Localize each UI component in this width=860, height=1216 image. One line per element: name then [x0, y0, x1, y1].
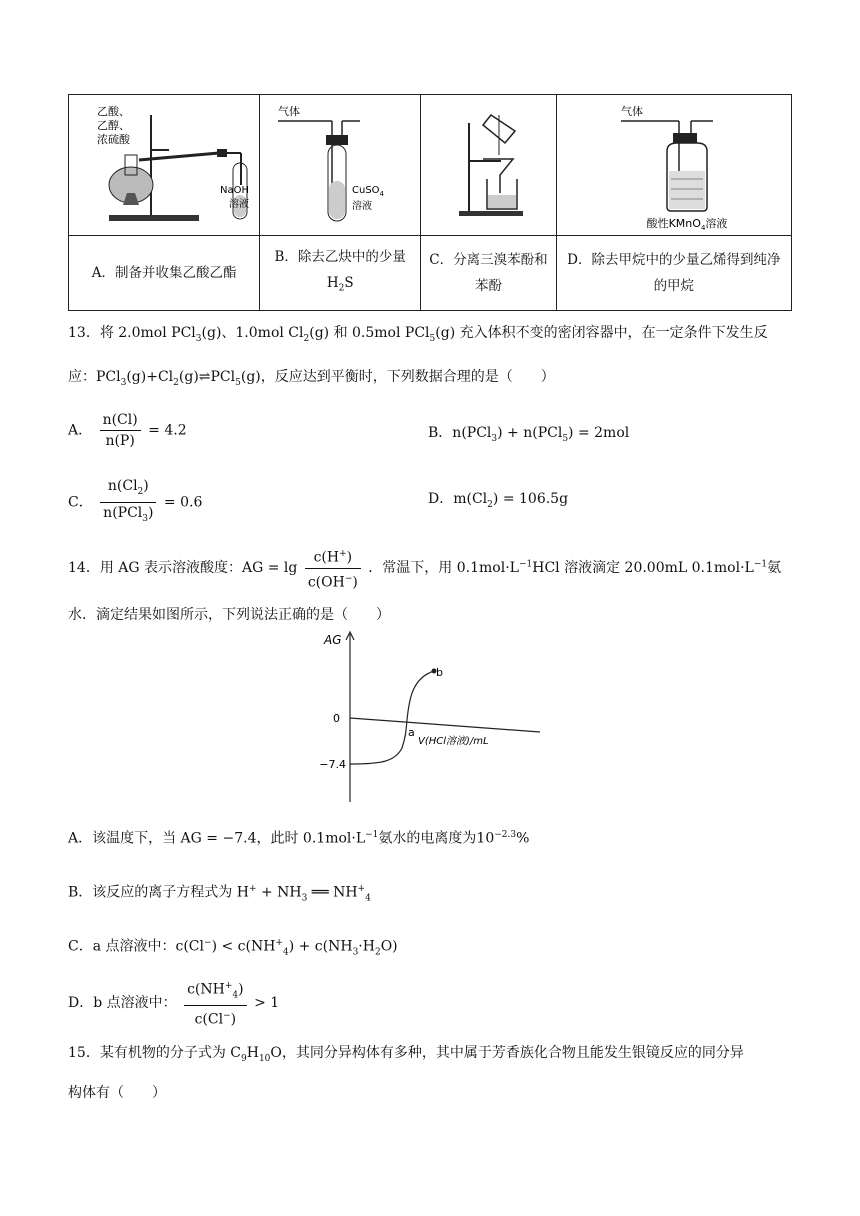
experiment-table — [68, 94, 792, 311]
q13-option-b: B．n(PCl$_3$) + n(PCl$_5$) = 2mol — [428, 425, 630, 444]
apparatus-d-cell — [556, 95, 791, 236]
q14-line1: 14．用 AG 表示溶液酸度：AG = lg $\frac{c(H^+)}{c(OH^-)}$ ．常温下，用 $0.1mol\cdot L^{-1}HCl$ 溶液滴定 20.00mL $0.1mol\cdot L^{-1}$氨 — [68, 544, 792, 592]
apparatus-b-cell — [260, 95, 421, 236]
label-gas-d: 气体 — [620, 105, 643, 118]
q14-option-b: B．该反应的离子方程式为 $H^+ + NH_3$ ══ $NH^+_4$ — [68, 884, 371, 904]
apparatus-c-diagram — [421, 95, 555, 231]
apparatus-c-cell — [421, 95, 556, 236]
q14-line2: 水．滴定结果如图所示，下列说法正确的是（ ） — [68, 607, 390, 623]
titration-curve — [350, 671, 434, 764]
label-cuso4: CuSO$_4$ — [352, 185, 385, 198]
q13-line1: 13．将 2.0mol PCl$_3$(g)、1.0mol $Cl_2(g)$ 和 0.5mol PCl$_5$(g) 充入体积不变的密闭容器中，在一定条件下发生反 — [68, 325, 768, 344]
titration-chart — [300, 628, 560, 808]
x-axis-label: V(HCl溶液)/mL — [418, 736, 489, 747]
y-axis-label: AG — [324, 633, 342, 647]
q13-option-a: A． $\frac{n(Cl)}{n(P)}$ = 4.2 — [68, 412, 187, 449]
q14-option-d: D．b 点溶液中： $\frac{c(NH^+_4)}{c(Cl^-)}$ > 1 — [68, 976, 792, 1030]
label-naoh1: NaOH — [220, 185, 250, 196]
q15-line2: 构体有（ ） — [68, 1085, 166, 1101]
apparatus-a-diagram — [69, 95, 259, 231]
point-b-label: b — [436, 666, 443, 679]
apparatus-b-diagram — [260, 95, 420, 231]
q14-option-a: A．该温度下，当 AG = −7.4，此时 $0.1mol\cdot L^{-1}$氨水的电离度为$10^{-2.3}\%$ — [68, 830, 530, 847]
label-a2: 乙醇、 — [97, 119, 131, 132]
caption-b: B．除去乙炔中的少量 $H_2S$ — [260, 236, 421, 311]
caption-c: C．分离三溴苯酚和 苯酚 — [421, 236, 556, 311]
caption-d: D．除去甲烷中的少量乙烯得到纯净 的甲烷 — [556, 236, 791, 311]
apparatus-d-diagram — [557, 95, 791, 231]
q13-option-d: D．$m(Cl_2) = 106.5g$ — [428, 491, 569, 510]
y-tick-0: 0 — [333, 712, 340, 725]
caption-b-formula: $H_2S$ — [326, 275, 354, 294]
point-a-label: a — [408, 726, 415, 739]
caption-a: A．制备并收集乙酸乙酯 — [69, 236, 260, 311]
q14-option-c: C．a 点溶液中：$c(Cl^-) < c(NH^+_4) + c(NH_3\cdot H_2O)$ — [68, 938, 398, 958]
x-axis — [350, 718, 540, 732]
q13-option-c: C． $\frac{n(Cl_2)}{n(PCl_3)}$ = 0.6 — [68, 478, 203, 524]
q13-line2: 应：$PCl_3(g)+Cl_2(g)\rightleftharpoons PCl_5(g)$，反应达到平衡时，下列数据合理的是（ ） — [68, 369, 555, 388]
label-gas-b: 气体 — [278, 105, 301, 118]
apparatus-a-cell — [69, 95, 260, 236]
q15-line1: 15．某有机物的分子式为 $C_9H_{10}O$，其同分异构体有多种，其中属于芳香族化合物且能发生银镜反应的同分异 — [68, 1045, 744, 1064]
table-row-images — [69, 95, 792, 236]
y-tick-neg7.4: −7.4 — [319, 758, 346, 771]
label-a3: 浓硫酸 — [97, 133, 131, 146]
label-a1: 乙酸、 — [97, 105, 131, 118]
label-naoh2: 溶液 — [229, 199, 250, 210]
label-cuso4-solution: 溶液 — [352, 201, 373, 212]
label-kmno4: 酸性KMnO$_4$溶液 — [646, 217, 728, 231]
table-row-captions — [69, 236, 792, 311]
